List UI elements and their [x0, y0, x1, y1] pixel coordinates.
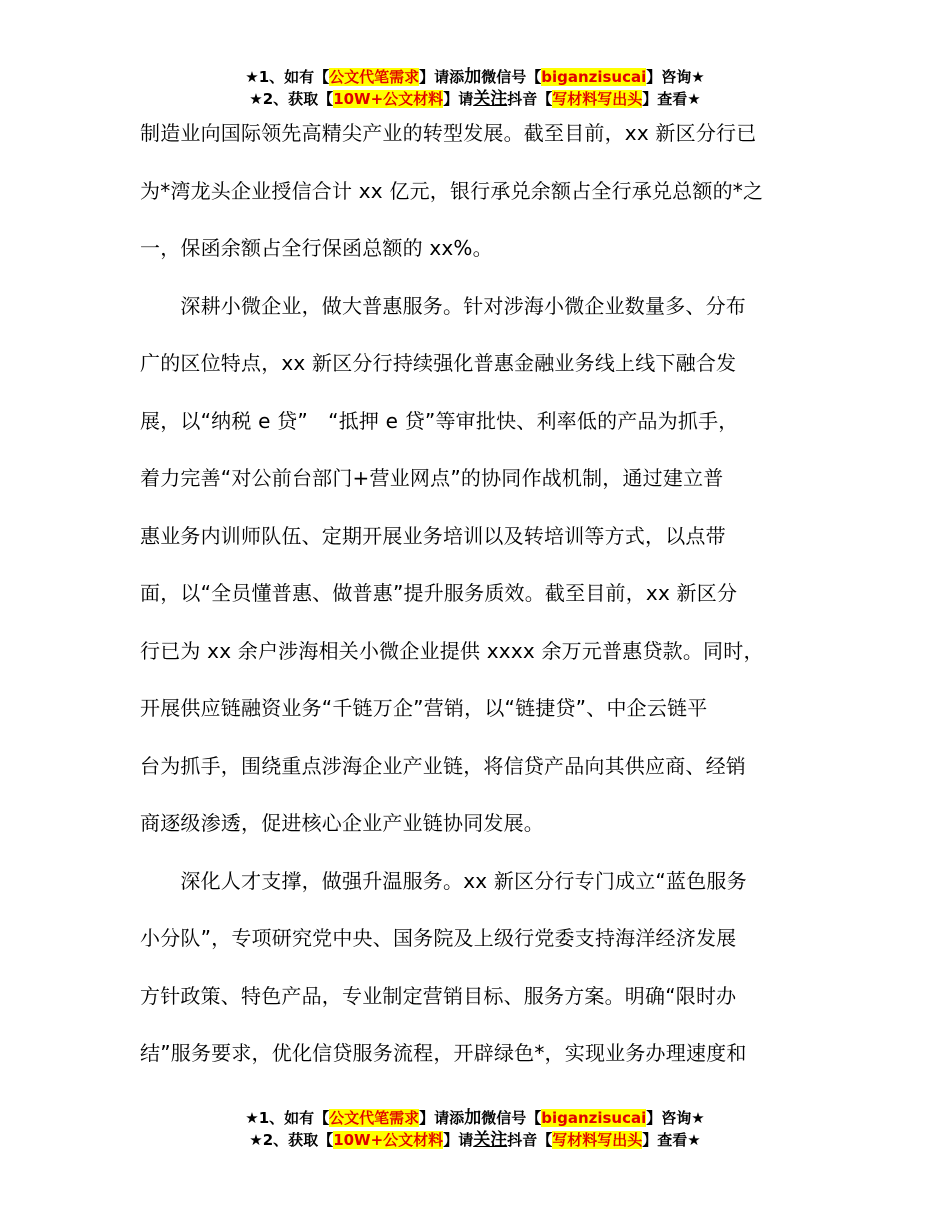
body-line: 展，以“纳税 e 贷” “抵押 e 贷”等审批快、利率低的产品为抓手，	[140, 408, 739, 433]
banner-text: ★2、获取【	[249, 90, 334, 108]
body-line: 结”服务要求，优化信贷服务流程，开辟绿色*，实现业务办理速度和	[140, 1041, 747, 1065]
banner-line-2	[0, 1129, 950, 1151]
banner-text: 】请添	[419, 1109, 465, 1127]
banner-text: 加	[464, 1108, 482, 1128]
banner-text: 关注	[473, 1130, 508, 1150]
banner-highlight: 写材料写出头	[552, 90, 643, 108]
body-line: 深化人才支撑，做强升温服务。xx 新区分行专门成立“蓝色服务	[140, 868, 747, 893]
banner-text: 关注	[473, 89, 508, 109]
header-banner	[0, 66, 950, 110]
body-line: 制造业向国际领先高精尖产业的转型发展。截至目前，xx 新区分行已	[140, 121, 757, 145]
body-line: 台为抓手，围绕重点涉海企业产业链，将信贷产品向其供应商、经销	[140, 753, 746, 778]
banner-text: 】查看★	[642, 90, 701, 108]
banner-text: ★1、如有【	[245, 1109, 330, 1127]
body-line: 一，保函余额占全行保函总额的 xx%。	[140, 236, 493, 260]
banner-highlight: 公文代笔需求	[329, 68, 420, 86]
banner-text: 】咨询★	[646, 68, 705, 86]
banner-highlight: 公文代笔需求	[329, 1109, 420, 1127]
banner-highlight: 写材料写出头	[552, 1131, 643, 1149]
body-line: 面，以“全员懂普惠、做普惠”提升服务质效。截至目前，xx 新区分	[140, 581, 738, 605]
banner-highlight-wechat: biganzisucai	[541, 68, 647, 86]
document-body	[140, 105, 808, 1083]
banner-text: ★1、如有【	[245, 68, 330, 86]
body-line: 商逐级渗透，促进核心企业产业链协同发展。	[140, 811, 544, 835]
banner-highlight-wechat: biganzisucai	[541, 1109, 647, 1127]
body-line: 方针政策、特色产品，专业制定营销目标、服务方案。明确“限时办	[140, 983, 737, 1008]
banner-text: 】请	[443, 90, 474, 108]
banner-text: 微信号【	[481, 68, 542, 86]
footer-banner	[0, 1107, 950, 1151]
banner-line-1	[0, 1107, 950, 1129]
banner-text: 加	[464, 67, 482, 87]
banner-text: 】请	[443, 1131, 474, 1149]
banner-text: ★2、获取【	[249, 1131, 334, 1149]
banner-text: 】查看★	[642, 1131, 701, 1149]
banner-text: 抖音【	[507, 1131, 553, 1149]
banner-line-1	[0, 66, 950, 88]
body-line: 小分队”，专项研究党中央、国务院及上级行党委支持海洋经济发展	[140, 926, 737, 950]
body-line: 行已为 xx 余户涉海相关小微企业提供 xxxx 余万元普惠贷款。同时，	[140, 638, 764, 663]
body-line: 惠业务内训师队伍、定期开展业务培训以及转培训等方式，以点带	[140, 523, 726, 548]
banner-text: 抖音【	[507, 90, 553, 108]
banner-text: 】咨询★	[646, 1109, 705, 1127]
body-line: 为*湾龙头企业授信合计 xx 亿元，银行承兑余额占全行承兑总额的*之	[140, 178, 764, 203]
banner-text: 】请添	[419, 68, 465, 86]
body-line: 深耕小微企业，做大普惠服务。针对涉海小微企业数量多、分布	[140, 293, 746, 318]
banner-highlight: 10W+公文材料	[333, 90, 444, 108]
body-line: 广的区位特点，xx 新区分行持续强化普惠金融业务线上线下融合发	[140, 351, 737, 375]
body-line: 开展供应链融资业务“千链万企”营销，以“链捷贷”、中企云链平	[140, 696, 708, 720]
banner-text: 微信号【	[481, 1109, 542, 1127]
banner-highlight: 10W+公文材料	[333, 1131, 444, 1149]
body-line: 着力完善“对公前台部门+营业网点”的协同作战机制，通过建立普	[140, 466, 724, 490]
